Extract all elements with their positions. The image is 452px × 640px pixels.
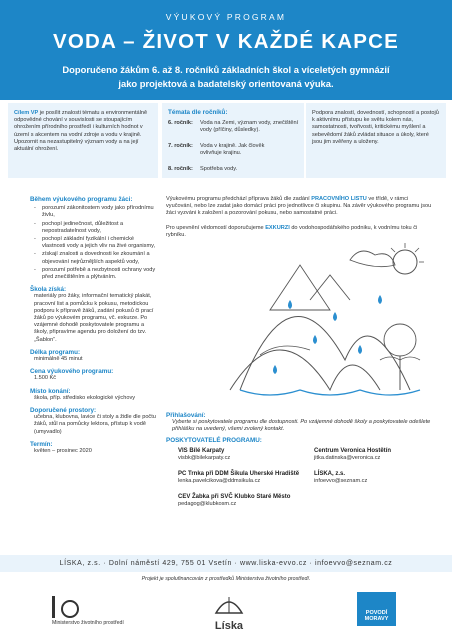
place-text: škola, příp. středisko ekologické výchovy xyxy=(34,394,136,401)
signup-heading: Přihlašování: xyxy=(166,412,206,419)
provider-item xyxy=(178,471,299,485)
price-text: 1.500 Kč xyxy=(34,375,57,382)
provider-email[interactable]: infoevvo@seznam.cz xyxy=(314,478,368,484)
intro-text-a: Výukovému programu předchází příprava žáků dle zadání xyxy=(166,196,312,202)
excursion-text-a: Pro upevnění vědomostí doporučujeme xyxy=(166,225,266,231)
subtitle-line-2: jako projektová a badatelský orientovaná výuka. xyxy=(118,78,334,89)
school-text: materiály pro žáky, informační tematický plakát, pracovní list a pomůcku k pokusu, metodickou podporu k přípravě žáků, zadání pokusů či prací žáků po výukovém programu, vč. exkurze. Po vzájemné dohodě poskytovatele programu a školy, připravíme agendu pro doložení do tzv. „Šablon“. xyxy=(34,293,154,343)
term-text: květen – prosinec 2020 xyxy=(34,448,92,455)
list-item: - pochopí základní fyzikální i chemické vlastnosti vody a jejich vliv na živé organismy, xyxy=(34,236,158,250)
provider-email[interactable]: visbk@bilekarpaty.cz xyxy=(178,455,231,461)
funding-note: Projekt je spolufinancován z prostředků Ministerstva životního prostředí. xyxy=(141,576,311,582)
provider-name: Centrum Veronica Hostětín xyxy=(314,448,392,454)
duration-text: minimálně 45 minut xyxy=(34,356,83,363)
topics-box xyxy=(162,103,304,178)
place-heading: Místo konání: xyxy=(30,387,71,395)
provider-name: LÍSKA, z.s. xyxy=(314,471,346,477)
rooms-heading: Doporučené prostory: xyxy=(30,407,97,415)
fox-leaf-icon xyxy=(212,595,246,617)
list-item: - porozumí potřebě a nezbytnosti ochrany vody před znečištěním a plýtváním. xyxy=(34,267,158,281)
excursion-highlight: EXKURZI xyxy=(265,225,290,231)
intro-paragraph xyxy=(166,196,436,218)
excursion-text-b: do vodohospodářského podniku, k vodnímu toku či rybníku. xyxy=(166,225,418,239)
goal-box xyxy=(8,103,158,178)
providers-heading: POSKYTOVATELÉ PROGRAMU: xyxy=(166,437,262,444)
liska-name: Líska xyxy=(214,620,244,632)
page-title: VODA – ŽIVOT V KAŽDÉ KAPCE xyxy=(53,30,399,53)
support-text: Podpora znalostí, dovedností, schopností a postojů k aktivnímu přístupu ke světu kolem nás, samostatnosti, tvořivosti, kritickému myšlení a sebevědomí žáků zvládat situace a úkoly, které jsou jim svěřeny a uloženy. xyxy=(312,110,439,145)
goal-text xyxy=(14,110,154,153)
provider-item xyxy=(178,494,290,508)
price-heading: Cena výukového programu: xyxy=(30,368,114,376)
goal-label: Cílem VP xyxy=(14,110,39,116)
goals-heading: Během výukového programu žáci: xyxy=(30,196,133,203)
worksheet-highlight: PRACOVNÍHO LISTU xyxy=(311,196,367,202)
provider-name: VIS Bílé Karpaty xyxy=(178,448,225,454)
grade-8-label: 8. ročník: xyxy=(168,166,193,172)
list-item: - získají znalosti a dovednosti ke zkoumání a objevování nejrůznějších aspektů vody, xyxy=(34,251,158,265)
program-kicker: VÝUKOVÝ PROGRAM xyxy=(165,12,287,22)
grade-6-text: Voda na Zemi, význam vody, znečištění vody (příčiny, důsledky). xyxy=(200,120,299,134)
grade-7-label: 7. ročník: xyxy=(168,143,193,149)
left-column xyxy=(30,196,158,455)
term-heading: Termín: xyxy=(30,440,53,448)
provider-name: CEV Žabka při SVČ Klubko Staré Město xyxy=(178,494,291,500)
subtitle-line-1: Doporučeno žákům 6. až 8. ročníků základních škol a víceletých gymnázií xyxy=(62,64,390,75)
provider-email[interactable]: pedagog@klubkosm.cz xyxy=(178,501,237,507)
ministry-logo xyxy=(52,596,124,626)
ministry-emblem-icon xyxy=(52,596,89,618)
list-item: - porozumí zákonitostem vody jako přírodnímu živlu, xyxy=(34,205,158,219)
provider-item xyxy=(314,471,367,485)
footer-contact-bar: LÍSKA, z.s. · Dolní náměstí 429, 755 01 Vsetín · www.liska-evvo.cz · infoevvo@seznam.cz xyxy=(0,555,452,572)
header-banner xyxy=(0,0,452,100)
grade-8-text: Spotřeba vody. xyxy=(200,166,238,172)
list-item: - pochopí jedinečnost, důležitost a nepostradatelnost vody, xyxy=(34,221,158,235)
school-heading: Škola získá: xyxy=(30,286,67,294)
intro-text-b: ve třídě, v rámci vyučování, nebo lze zadat jako domácí práci pro jednotlivce či skupinu. Na závěr výukového programu jsou žáci vyzváni k založení a pozorování pokusu, nebo samostatné práci. xyxy=(166,196,432,217)
signup-section xyxy=(166,412,436,434)
excursion-paragraph xyxy=(166,225,436,239)
grade-6-label: 6. ročník: xyxy=(168,120,193,126)
topics-heading: Témata dle ročníků: xyxy=(168,109,228,116)
signup-text: Vyberte si poskytovatele programu dle dostupnosti. Po vzájemné dohodě školy a poskytovatele odešlete přihlášku na uvedený, všemi zvolený kontakt. xyxy=(172,419,431,433)
rooms-text: učebna, klubovna, lavice či stoly a židle dle počtu žáků, stůl na pomůcky lektora, přístup k vodě (umyvadlo) xyxy=(34,414,156,435)
provider-name: PC Trnka při DDM Šikula Uherské Hradiště xyxy=(178,471,300,477)
povodi-line-2: MORAVY xyxy=(364,616,389,622)
provider-item xyxy=(178,448,230,462)
water-cycle-illustration xyxy=(220,240,445,400)
povodi-moravy-logo xyxy=(357,592,396,626)
duration-heading: Délka programu: xyxy=(30,348,81,356)
goal-body: je posílit znalosti tématu a environmentálně odpovědné chování v souvislosti se stoupajícím ohrožením přírodního prostředí i kulturních hodnot v území s akcentem na vodní zdroje a vodu v krajině. Upozornit na nezastupitelný význam vody a na její aktuální ohrožení. xyxy=(14,110,148,153)
grade-7-text: Voda v krajině. Jak člověk ovlivňuje krajinu. xyxy=(200,143,265,157)
provider-email[interactable]: jitka.datinska@veronica.cz xyxy=(314,455,381,461)
provider-item xyxy=(314,448,391,462)
provider-email[interactable]: lenka.pavelcikova@ddmsikula.cz xyxy=(178,478,261,484)
goals-list xyxy=(30,205,158,281)
povodi-line-1: POVODÍ xyxy=(365,610,388,616)
support-box xyxy=(306,103,446,178)
ministry-name: Ministerstvo životního prostředí xyxy=(52,620,124,626)
liska-logo xyxy=(212,595,246,632)
